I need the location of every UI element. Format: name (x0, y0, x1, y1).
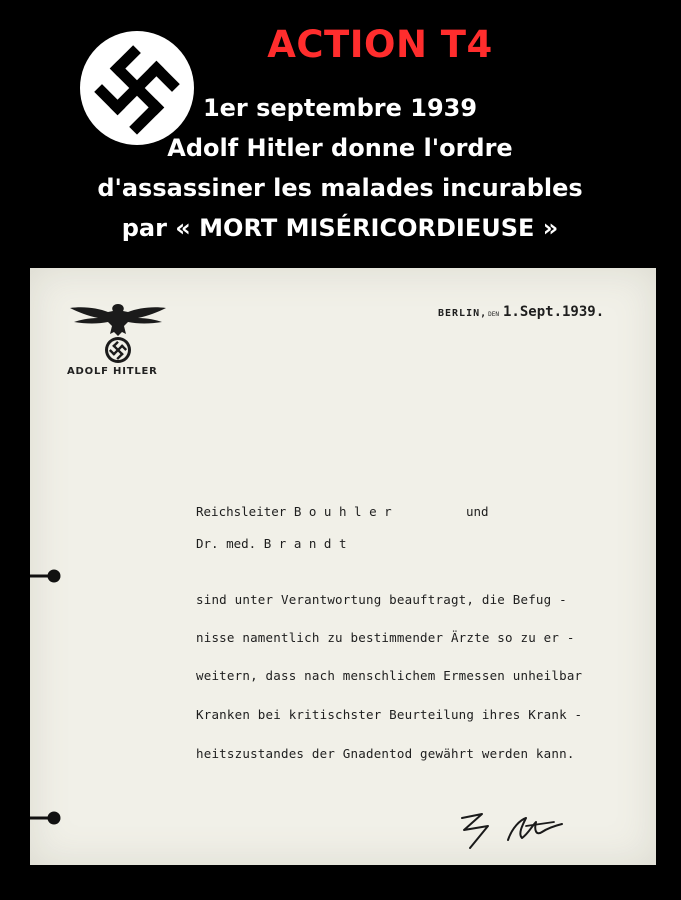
handwritten-signature (442, 808, 592, 853)
dateline-den: DEN (488, 311, 499, 318)
letterhead-name: ADOLF HITLER (67, 366, 158, 377)
recipient-bouhler: Reichsleiter B o u h l e r (196, 504, 392, 519)
recipient-line-1 (196, 504, 489, 519)
recipient-and: und (466, 504, 489, 519)
subtitle-line-3: d'assassiner les malades incurables (97, 174, 583, 202)
page-title: ACTION T4 (267, 23, 493, 66)
body-line-2: nisse namentlich zu bestimmender Ärzte so zu er - (196, 630, 575, 645)
subtitle-date: 1er septembre 1939 (202, 94, 478, 122)
subtitle-line-4: par « MORT MISÉRICORDIEUSE » (121, 214, 559, 242)
body-line-1: sind unter Verantwortung beauftragt, die Befug - (196, 592, 567, 607)
subtitle-line-2: Adolf Hitler donne l'ordre (167, 134, 513, 162)
dateline-place: BERLIN, (438, 308, 488, 319)
body-line-3: weitern, dass nach menschlichem Ermessen unheilbar (196, 668, 583, 683)
binder-hole-icon (30, 569, 62, 583)
recipient-brandt: Dr. med. B r a n d t (196, 536, 347, 551)
eagle-emblem-icon (68, 298, 168, 368)
dateline-date: 1.Sept.1939. (503, 304, 605, 320)
body-line-4: Kranken bei kritischster Beurteilung ihres Krank - (196, 707, 583, 722)
binder-hole-icon (30, 811, 62, 825)
dateline (438, 301, 604, 320)
header (0, 0, 681, 265)
document-photo (30, 268, 656, 865)
body-line-5: heitszustandes der Gnadentod gewährt werden kann. (196, 746, 575, 761)
